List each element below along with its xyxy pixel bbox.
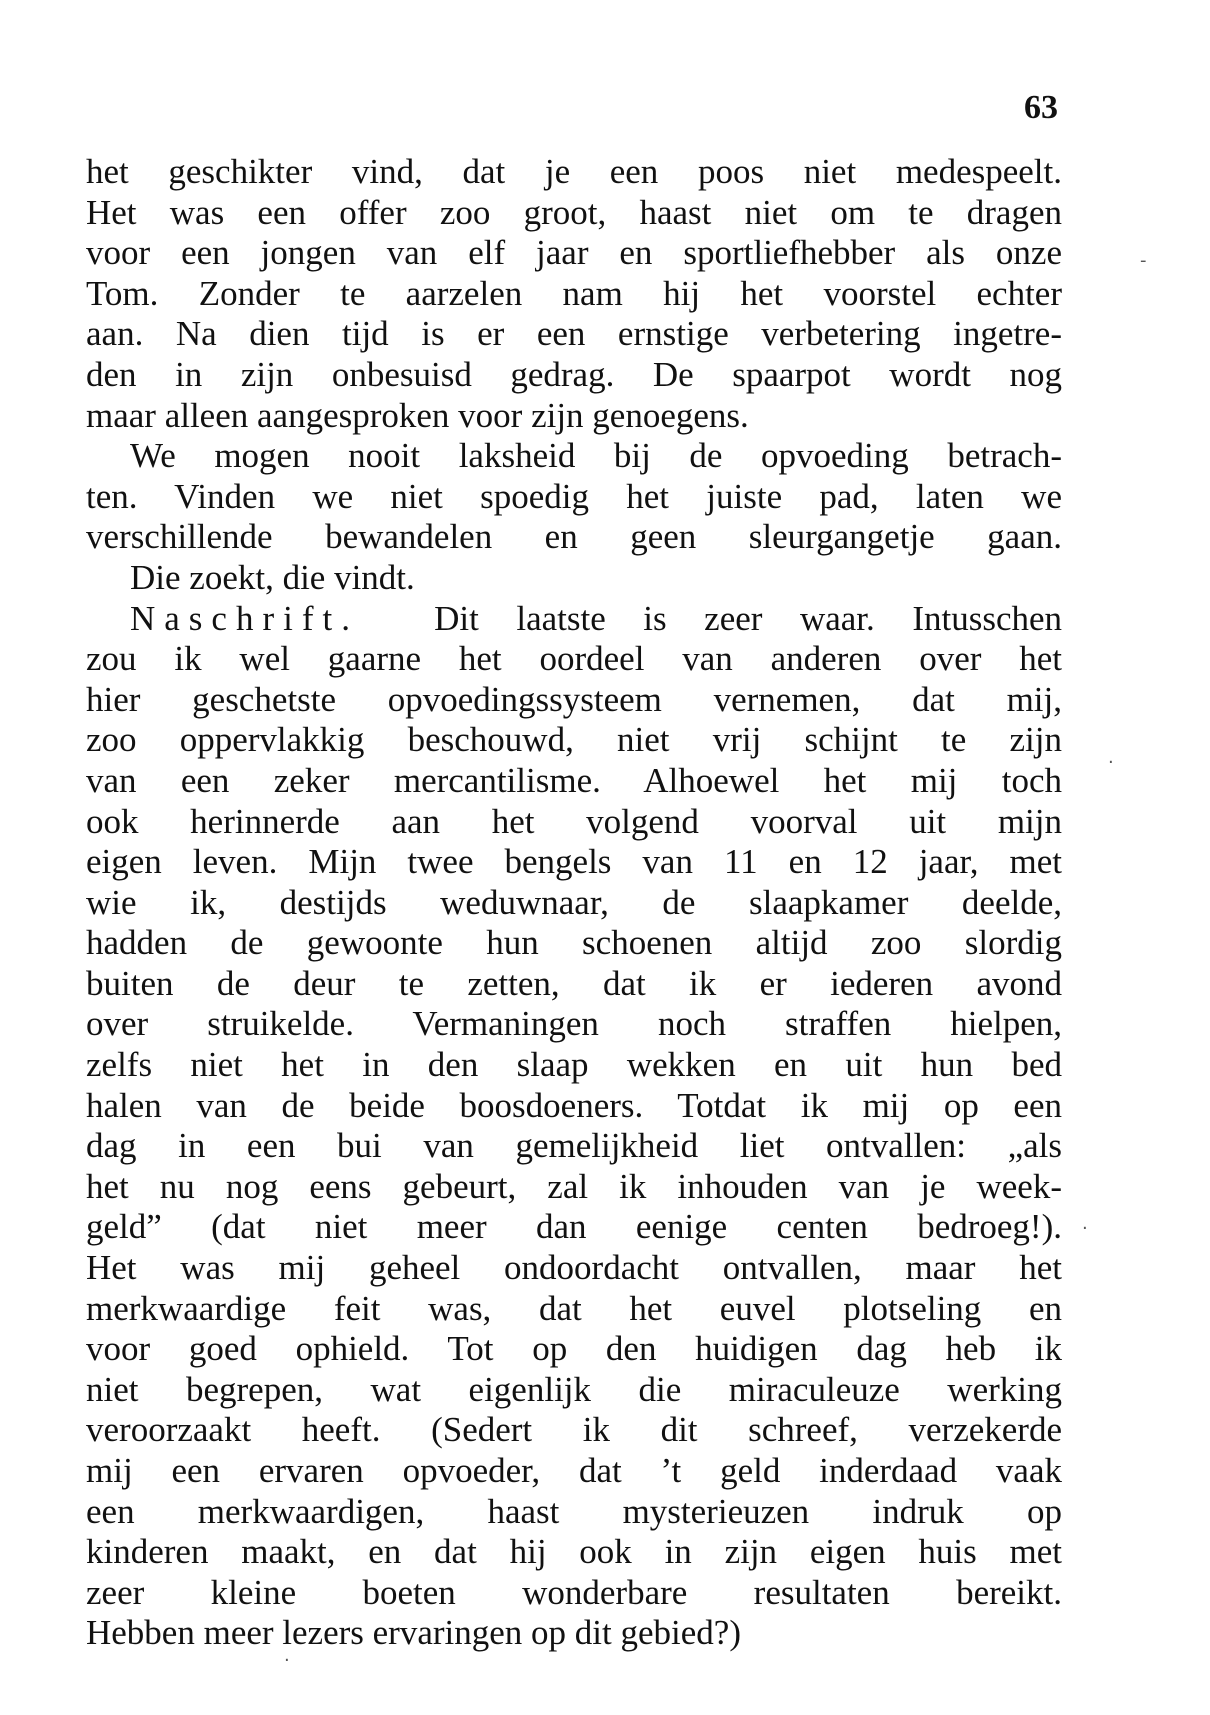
text-line: zou ik wel gaarne het oordeel van anderen over het	[86, 639, 1062, 679]
text-line: Hebben meer lezers ervaringen op dit gebied?)	[86, 1613, 741, 1653]
text-line: veroorzaakt heeft. (Sedert ik dit schreef, verzekerde	[86, 1410, 1062, 1450]
text-line: maar alleen aangesproken voor zijn genoegens.	[86, 395, 749, 435]
text-line: niet begrepen, wat eigenlijk die miraculeuze werking	[86, 1369, 1062, 1409]
text-line: ook herinnerde aan het volgend voorval uit mijn	[86, 801, 1062, 841]
text-line: hier geschetste opvoedingssysteem vernemen, dat mij,	[86, 679, 1062, 719]
text-line: over struikelde. Vermaningen noch straffen hielpen,	[86, 1004, 1062, 1044]
naschrift-label: Naschrift.	[130, 598, 359, 638]
text-line: Die zoekt, die vindt.	[130, 557, 415, 597]
text-line: Het was een offer zoo groot, haast niet om te dragen	[86, 192, 1062, 232]
text-line: den in zijn onbesuisd gedrag. De spaarpot wordt nog	[86, 354, 1062, 394]
text-line: dag in een bui van gemelijkheid liet ontvallen: „als	[86, 1126, 1062, 1166]
text-line: halen van de beide boosdoeners. Totdat ik mij op een	[86, 1085, 1062, 1125]
text-line: aan. Na dien tijd is er een ernstige verbetering ingetre-	[86, 314, 1062, 354]
text-line: eigen leven. Mijn twee bengels van 11 en 12 jaar, met	[86, 842, 1062, 882]
text-line: een merkwaardigen, haast mysterieuzen indruk op	[86, 1491, 1062, 1531]
text-line: hadden de gewoonte hun schoenen altijd zoo slordig	[86, 923, 1062, 963]
text-line: zoo oppervlakkig beschouwd, niet vrij schijnt te zijn	[86, 720, 1062, 760]
naschrift-line	[86, 599, 1062, 640]
scan-speck: ·	[1082, 1218, 1088, 1239]
text-line: voor goed ophield. Tot op den huidigen dag heb ik	[86, 1329, 1062, 1369]
text-line: zeer kleine boeten wonderbare resultaten bereikt.	[86, 1572, 1062, 1612]
body-text	[86, 152, 1062, 1654]
text-line: verschillende bewandelen en geen sleurgangetje gaan.	[86, 517, 1062, 557]
text-line: Het was mij geheel ondoordacht ontvallen, maar het	[86, 1248, 1062, 1288]
text-line: We mogen nooit laksheid bij de opvoeding betrach-	[130, 436, 1062, 476]
text-line: zelfs niet het in den slaap wekken en uit hun bed	[86, 1045, 1062, 1085]
text-line: buiten de deur te zetten, dat ik er iederen avond	[86, 963, 1062, 1003]
text-line: wie ik, destijds weduwnaar, de slaapkamer deelde,	[86, 882, 1062, 922]
scan-speck: ·	[1108, 752, 1114, 773]
text-line: mij een ervaren opvoeder, dat ’t geld inderdaad vaak	[86, 1451, 1062, 1490]
text-line: het nu nog eens gebeurt, zal ik inhouden van je week-	[86, 1166, 1062, 1206]
naschrift-text: Dit laatste is zeer waar. Intusschen	[434, 598, 1062, 638]
text-line: voor een jongen van elf jaar en sportliefhebber als onze	[86, 233, 1062, 273]
page-number: 63	[1024, 89, 1058, 126]
text-line: Tom. Zonder te aarzelen nam hij het voorstel echter	[86, 273, 1062, 313]
text-line: ten. Vinden we niet spoedig het juiste pad, laten we	[86, 476, 1062, 516]
scan-speck: ·	[284, 1650, 290, 1671]
text-line: het geschikter vind, dat je een poos niet medespeelt.	[86, 152, 1062, 191]
text-line: van een zeker mercantilisme. Alhoewel het mij toch	[86, 760, 1062, 800]
text-line: geld” (dat niet meer dan eenige centen bedroeg!).	[86, 1207, 1062, 1247]
scan-speck: -	[1140, 250, 1147, 271]
text-line: merkwaardige feit was, dat het euvel plotseling en	[86, 1288, 1062, 1328]
text-line: kinderen maakt, en dat hij ook in zijn eigen huis met	[86, 1532, 1062, 1572]
